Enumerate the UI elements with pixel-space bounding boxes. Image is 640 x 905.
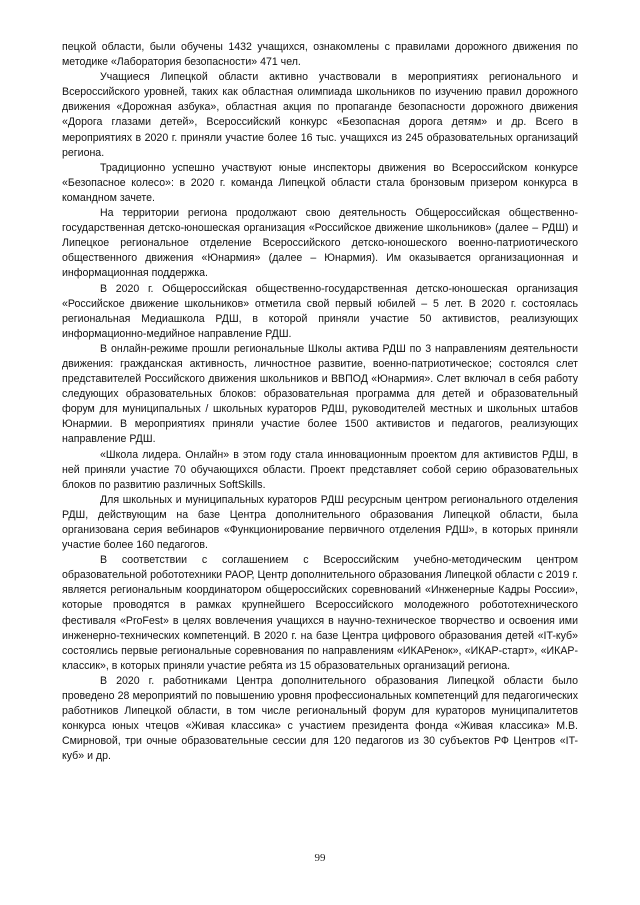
paragraph: Традиционно успешно участвуют юные инспекторы движения во Всероссийском конкурсе «Безопасное колесо»: в 2020 г. команда Липецкой области стала бронзовым призером конкурса в командном зачете. xyxy=(62,161,578,204)
paragraph: В 2020 г. Общероссийская общественно-государственная детско-юношеская организация «Российское движение школьников» отметила свой первый юбилей – 5 лет. В 2020 г. состоялась региональная Медиашкола РДШ, в которой приняли участие 50 активистов, реализующих информационно-медийное направление РДШ. xyxy=(62,282,578,340)
paragraph: Для школьных и муниципальных кураторов РДШ ресурсным центром регионального отделения РДШ, действующим на базе Центра дополнительного образования Липецкой области, была организована серия вебинаров «Функционирование первичного отделения РДШ», в которых приняли участие более 160 педагогов. xyxy=(62,493,578,552)
paragraph: В онлайн-режиме прошли региональные Школы актива РДШ по 3 направлениям деятельности движения: гражданская активность, личностное развитие, военно-патриотическое; состоялся слет представителей Российского движения школьников и ВВПОД «Юнармия». Слет включал в себя работу следующих образовательных блоков: образовательная программа для детей и образовательный форум для муниципальных / школьных кураторов РДШ, руководителей местных и школьных штабов Юнармии. В мероприятиях приняли участие более 1500 активистов и педагогов, реализующих направление РДШ. xyxy=(62,342,578,446)
paragraph: В соответствии с соглашением с Всероссийским учебно-методическим центром образовательной робототехники РАОР, Центр дополнительного образования Липецкой области с 2019 г. является региональным координатором общероссийских соревнований «Инженерные Кадры России», которые проводятся в рамках крупнейшего Всероссийского молодежного робототехнического фестиваля «ProFest» в целях вовлечения учащихся в научно-техническое творчество и освоения ими инженерно-технических компетенций. В 2020 г. на базе Центра цифрового образования детей «IT-куб» состоялись первые региональные соревнования по направлениям «ИКАРенок», «ИКАР-старт», «ИКАР-классик», в которых приняли участие ребята из 15 образовательных организаций региона. xyxy=(62,554,578,672)
paragraph: «Школа лидера. Онлайн» в этом году стала инновационным проектом для активистов РДШ, в ней приняли участие 70 обучающихся области. Проект представляет собой серию образовательных блоков по развитию различных SoftSkills. xyxy=(62,448,578,491)
body-text xyxy=(62,40,578,765)
paragraph: В 2020 г. работниками Центра дополнительного образования Липецкой области было проведено 28 мероприятий по повышению уровня профессиональных компетенций для педагогических работников Липецкой области, в том числе региональный форум для кураторов муниципалитетов конкурса юных чтецов «Живая классика» с участием президента фонда «Живая классика» М.В. Смирновой, три очные образовательные сессии для 120 педагогов из 30 субъектов РФ Центров «IT-куб» и др. xyxy=(62,674,578,763)
page-number: 99 xyxy=(314,852,326,864)
paragraph-continuation: пецкой области, были обучены 1432 учащихся, ознакомлены с правилами дорожного движения по методике «Лаборатория безопасности» 471 чел. xyxy=(62,41,578,69)
paragraph: Учащиеся Липецкой области активно участвовали в мероприятиях регионального и Всероссийского уровней, таких как областная олимпиада школьников по изучению правил дорожного движения «Дорожная азбука», областная акция по пропаганде безопасности дорожного движения «Дорога глазами детей», Всероссийский конкурс «Безопасная дорога детям» и др. Всего в мероприятиях в 2020 г. приняли участие более 16 тыс. учащихся из 245 образовательных организаций региона. xyxy=(62,71,578,159)
paragraph: На территории региона продолжают свою деятельность Общероссийская общественно-государственная детско-юношеская организация «Российское движение школьников» (далее – РДШ) и Липецкое региональное отделение Всероссийского детско-юношеского военно-патриотического общественного движения «Юнармия» (далее – Юнармия). Им оказывается организационная и информационная поддержка. xyxy=(62,207,578,280)
